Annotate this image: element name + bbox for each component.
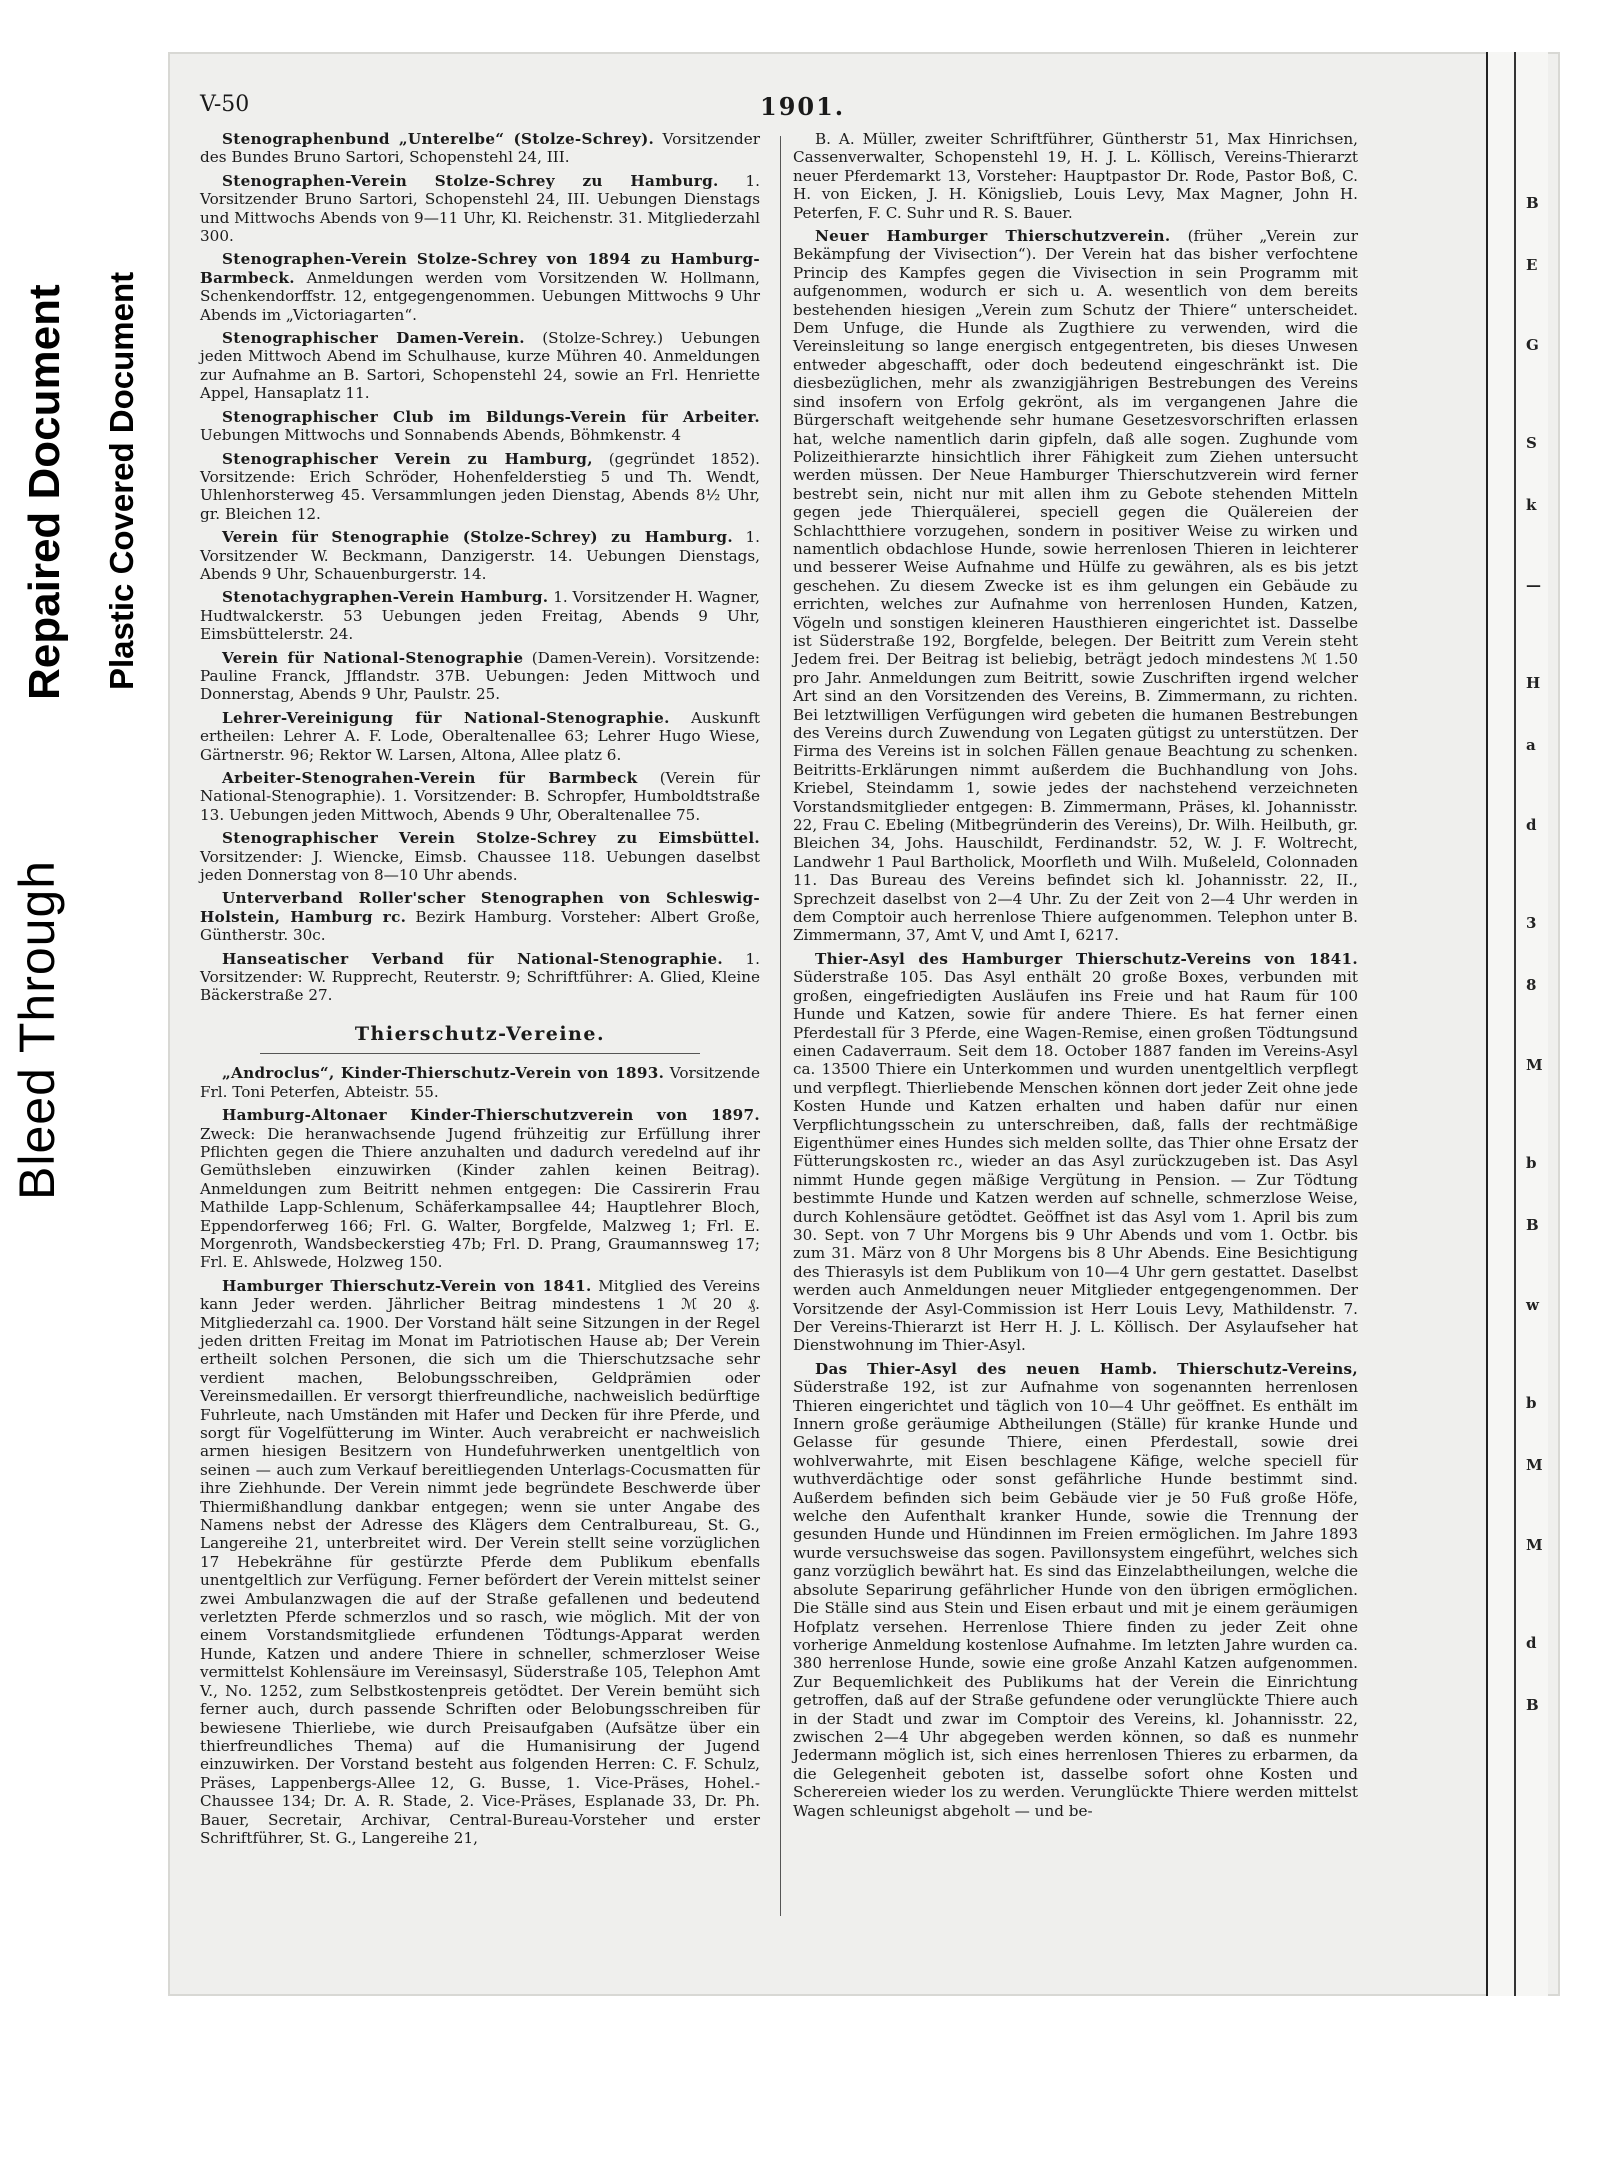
adjacent-page-edge bbox=[1486, 52, 1548, 1996]
edge-glyph: M bbox=[1526, 1536, 1543, 1554]
directory-entry bbox=[200, 769, 760, 824]
directory-entry bbox=[200, 1064, 760, 1101]
entry-text: (Stolze-Schrey.) Uebungen jeden Mittwoch Abend im Schulhause, kurze Mühren 40. Anmeldungen zur Aufnahme an B. Sartori, Schopenstehl 24, sowie an Frl. Henriette Appel, Hansaplatz 11. bbox=[200, 329, 761, 403]
directory-entry bbox=[200, 329, 760, 403]
directory-entry bbox=[200, 889, 760, 944]
column-divider bbox=[780, 136, 781, 1916]
entry-title: Stenotachygraphen-Verein Hamburg. bbox=[222, 588, 549, 607]
edge-glyph: d bbox=[1526, 1634, 1537, 1652]
entry-text: Süderstraße 192, ist zur Aufnahme von sogenannten herrenlosen Thieren eingerichtet und täglich von 10—4 Uhr geöffnet. Es enthält im Innern große geräumige Abtheilungen (Ställe) für kranke Hunde und Gelasse für gesunde Thiere, einen Pferdestall, sowie drei wohlverwahrte, mit Eisen beschlagene Käfige, welche speciell für wuthverdächtige oder sonst gefährliche Hunde bestimmt sind. Außerdem befinden sich beim Gebäude vier je 50 Fuß große Höfe, welche den Aufenthalt kranker Hunde, sowie die Trennung der gesunden Hunde und Hündinnen im Freien ermöglichen. Im Jahre 1893 wurde versuchsweise das sogen. Pavillonsystem eingeführt, welches sich ganz vorzüglich bewährt hat. Es sind das Einzelabtheilungen, welche die absolute Separirung gefährlicher Hunde von den übrigen ermöglichen. Die Ställe sind aus Stein und Eisen erbaut und mit je einem geräumigen Hofplatz versehen. Herrenlose Thiere finden zu jeder Zeit ohne vorherige Anmeldung kostenlose Aufnahme. Im letzten Jahre wurden ca. 380 herrenlose Hunde, sowie eine große Anzahl Katzen aufgenommen. Zur Bequemlichkeit des Publikums hat der Verein die Einrichtung getroffen, daß auf der Straße gefundene oder verunglückte Thiere auch in der Stadt und zwar im Comptoir des Vereins, kl. Johannisstr. 22, zwischen 2—4 Uhr abgegeben werden können, so daß es nunmehr Jedermann möglich ist, sich eines herrenlosen Thieres zu erbarmen, da die Gelegenheit geboten ist, dasselbe sofort ohne Kosten und Scherereien wieder los zu werden. Verunglückte Thiere werden mittelst Wagen schleunigst abgeholt — und be- bbox=[793, 1378, 1358, 1820]
entry-text: Vorsitzende Frl. Toni Peterfen, Abteistr. 55. bbox=[200, 1064, 761, 1101]
entry-title: Das Thier-Asyl des neuen Hamb. Thierschutz-Vereins, bbox=[815, 1359, 1358, 1378]
entry-title: Arbeiter-Stenograhen-Verein für Barmbeck bbox=[222, 769, 638, 787]
directory-entry bbox=[200, 709, 760, 764]
directory-entry bbox=[200, 829, 760, 884]
entry-text: 1. Vorsitzender W. Beckmann, Danzigerstr. 14. Uebungen Dienstags, Abends 9 Uhr, Schauenburgerstr. 14. bbox=[200, 528, 760, 583]
entry-title: Verein für Stenographie (Stolze-Schrey) zu Hamburg. bbox=[222, 528, 733, 547]
entry-text: (Damen-Verein). Vorsitzende: Pauline Franck, Jfflandstr. 37B. Uebungen: Jeden Mittwoch und Donnerstag, Abends 9 Uhr, Paulstr. 25. bbox=[200, 648, 761, 704]
entry-text: Vorsitzender: J. Wiencke, Eimsb. Chaussee 118. Uebungen daselbst jeden Donnerstag von 8—10 Uhr abends. bbox=[200, 847, 760, 885]
entry-text: Bezirk Hamburg. Vorsteher: Albert Große, Güntherstr. 30c. bbox=[200, 907, 761, 945]
directory-entry bbox=[200, 649, 760, 704]
repaired-document-stamp: Repaired Document bbox=[20, 284, 69, 700]
entry-text: Vorsitzender des Bundes Bruno Sartori, Schopenstehl 24, III. bbox=[200, 130, 761, 167]
entry-title: Stenographischer Verein Stolze-Schrey zu Eimsbüttel. bbox=[222, 829, 760, 848]
entry-title: Hanseatischer Verband für National-Stenographie. bbox=[222, 949, 723, 968]
entry-text: 1. Vorsitzender: W. Rupprecht, Reuterstr. 9; Schriftführer: A. Glied, Kleine Bäckerstraße 27. bbox=[200, 949, 761, 1005]
adjacent-page-fragments bbox=[1526, 192, 1543, 1774]
directory-entry bbox=[200, 130, 760, 167]
entry-title: Neuer Hamburger Thierschutzverein. bbox=[815, 227, 1171, 246]
entry-text: B. A. Müller, zweiter Schriftführer, Güntherstr 51, Max Hinrichsen, Cassenverwalter, Schopenstehl 19, H. J. L. Köllisch, Vereins-Thierarzt neuer Pferdemarkt 13, Vorsteher: Hauptpastor Dr. Rode, Pastor Boß, C. H. von Eicken, J. H. Königslieb, Louis Levy, Max Magner, John H. Peterfen, F. C. Suhr und R. S. Bauer. bbox=[793, 130, 1358, 222]
edge-glyph: E bbox=[1526, 256, 1538, 274]
page-number: V-50 bbox=[200, 92, 250, 117]
page-header bbox=[200, 92, 1450, 128]
edge-glyph: M bbox=[1526, 1056, 1543, 1074]
entry-text: (gegründet 1852). Vorsitzende: Erich Schröder, Hohenfelderstieg 5 und Th. Wendt, Uhlenhorsterweg 45. Versammlungen jeden Dienstag, Abends 8½ Uhr, gr. Bleichen 12. bbox=[200, 449, 761, 523]
entry-text: Mitglied des Vereins kann Jeder werden. Jährlicher Beitrag mindestens 1 ℳ 20 ₰. Mitgliederzahl ca. 1900. Der Vorstand hält seine Sitzungen in der Regel jeden dritten Freitag im Monat im Patriotischen Hause ab; Der Verein ertheilt solchen Personen, die sich um die Thierschutzsache sehr verdient machen, Belobungsschreiben, Geldprämien oder Vereinsmedaillen. Er versorgt thierfreundliche, nachweislich bedürftige Fuhrleute, nach Umständen mit Hafer und Decken für ihre Pferde, und sorgt für Vogelfütterung im Winter. Auch verabreicht er nachweislich armen hiesigen Besitzern von Hundefuhrwerken unentgeltlich von seinen — auch zum Verkauf bereitliegenden Unterlags-Cocusmatten für ihre Ziehhunde. Der Verein nimmt jede begründete Beschwerde über Thiermißhandlung dankbar entgegen; wenn sie unter Angabe des Namens nebst der Adresse des Klägers dem Centralbureau, St. G., Langereihe 21, unterbreitet wird. Der Verein stellt seine vorzüglichen 17 Hebekrähne für gestürzte Pferde dem Publikum ebenfalls unentgeltlich zur Verfügung. Ferner befördert der Verein mittelst seiner zwei Ambulanzwagen die auf der Straße gefallenen und bedeutend verletzten Pferde schmerzlos und so rasch, wie möglich. Mit der von einem Vorstandsmitgliede erfundenen Tödtungs-Apparat werden Hunde, Katzen und andere Thiere in schneller, schmerzloser Weise vermittelst Kohlensäure im Vereinsasyl, Süderstraße 105, Telephon Amt V., No. 1252, zum Selbstkostenpreis getödtet. Der Verein bemüht sich ferner auch, durch passende Schriften oder Belobungsschreiben für bewiesene Thierliebe, wie durch Preisaufgaben (Aufsätze über ein thierfreundliches Thema) auf die Humanisirung der Jugend einzuwirken. Der Vorstand besteht aus folgenden Herren: C. F. Schulz, Präses, Lappenbergs-Allee 12, G. Busse, 1. Vice-Präses, Hohel.-Chaussee 134; Dr. A. R. Stade, 2. Vice-Präses, Esplanade 33, Dr. Ph. Bauer, Secretair, Archivar, Central-Bureau-Vorsteher und erster Schriftführer, St. G., Langereihe 21, bbox=[200, 1276, 760, 1847]
entry-title: Lehrer-Vereinigung für National-Stenographie. bbox=[222, 708, 670, 727]
edge-glyph: d bbox=[1526, 816, 1537, 834]
edge-glyph: S bbox=[1526, 434, 1537, 452]
directory-entry bbox=[793, 1360, 1358, 1820]
entry-text: (Verein für National-Stenographie). 1. Vorsitzender: B. Schropfer, Humboldtstraße 13. Uebungen jeden Mittwoch, Abends 9 Uhr, Oberaltenallee 75. bbox=[200, 769, 761, 824]
edge-glyph: 8 bbox=[1526, 976, 1537, 994]
directory-entry bbox=[200, 1277, 760, 1848]
directory-entry bbox=[200, 408, 760, 445]
page-content bbox=[200, 92, 1450, 1932]
directory-entry bbox=[793, 950, 1358, 1355]
entry-text: Süderstraße 105. Das Asyl enthält 20 große Boxes, verbunden mit großen, eingefriedigten Ausläufen ins Freie und hat Raum für 100 Hunde und Katzen, sowie für andere Thiere. Es hat ferner einen Pferdestall für 3 Pferde, eine Wagen-Remise, einen großen Tödtungsund einen Cadaverraum. Seit dem 18. October 1887 fanden im Vereins-Asyl ca. 13500 Thiere ein Unterkommen und wurden unentgeltlich verpflegt und verpflegt. Thierliebende Menschen können dort jeder Zeit ohne jede Kosten Hunde und Katzen erhalten und haben dafür nur einen Verpflichtungsschein zu unterschreiben, daß, falls der rechtmäßige Eigenthümer eines Hundes sich melden sollte, das Thier ohne Ersatz der Fütterungskosten rc., wieder an das Asyl zurückzugeben ist. Das Asyl nimmt Hunde gegen mäßige Vergütung in Pension. — Zur Tödtung bestimmte Hunde und Katzen werden auf schnelle, schmerzlose Weise, durch Kohlensäure getödtet. Geöffnet ist das Asyl vom 1. April bis zum 30. Sept. von 7 Uhr Morgens bis 9 Uhr Abends und vom 1. Octbr. bis zum 31. März von 8 Uhr Morgens bis 8 Uhr Abends. Eine Besichtigung des Thierasyls ist dem Publikum von 10—4 Uhr gern gestattet. Daselbst werden auch Anmeldungen neuer Mitglieder entgegengenommen. Der Vorsitzende der Asyl-Commission ist Herr Louis Levy, Mathildenstr. 7. Der Vereins-Thierarzt ist Herr H. J. L. Köllisch. Der Asylaufseher hat Dienstwohnung im Thier-Asyl. bbox=[793, 968, 1358, 1355]
directory-entry bbox=[200, 950, 760, 1005]
edge-glyph: — bbox=[1526, 576, 1541, 594]
entry-title: Stenographenbund „Unterelbe“ (Stolze-Schrey). bbox=[222, 130, 655, 148]
entry-text: Anmeldungen werden vom Vorsitzenden W. Hollmann, Schenkendorffstr. 12, entgegengenommen. Uebungen Mittwochs 9 Uhr Abends im „Victoriagarten“. bbox=[200, 268, 761, 324]
directory-entry bbox=[793, 130, 1358, 222]
entry-title: Stenographischer Damen-Verein. bbox=[222, 329, 525, 348]
adjacent-page-rule bbox=[1514, 52, 1516, 1996]
edge-glyph: B bbox=[1526, 1216, 1539, 1234]
entry-title: Stenographen-Verein Stolze-Schrey zu Hamburg. bbox=[222, 171, 719, 190]
entry-text: Auskunft ertheilen: Lehrer A. F. Lode, Oberaltenallee 63; Lehrer Hugo Wiese, Gärtnerstr. 96; Rektor W. Larsen, Altona, Allee platz 6. bbox=[200, 708, 760, 764]
section-heading: Thierschutz-Vereine. bbox=[354, 1022, 606, 1045]
entry-title: „Androclus“, Kinder-Thierschutz-Verein von 1893. bbox=[222, 1064, 665, 1083]
edge-glyph: B bbox=[1526, 194, 1539, 212]
bleed-through-stamp: Bleed Through bbox=[9, 859, 65, 1200]
edge-glyph: H bbox=[1526, 674, 1541, 692]
edge-glyph: k bbox=[1526, 496, 1537, 514]
edge-glyph: B bbox=[1526, 1696, 1539, 1714]
entry-text: Uebungen Mittwochs und Sonnabends Abends, Böhmkenstr. 4 bbox=[200, 426, 682, 445]
entry-title: Stenographischer Club im Bildungs-Verein für Arbeiter. bbox=[222, 407, 760, 426]
edge-glyph: G bbox=[1526, 336, 1539, 354]
entry-text: 1. Vorsitzender Bruno Sartori, Schopenstehl 24, III. Uebungen Dienstags und Mittwochs Abends von 9—11 Uhr, Kl. Reichenstr. 31. Mitgliederzahl 300. bbox=[200, 171, 761, 246]
right-column bbox=[793, 130, 1358, 1825]
edge-glyph: b bbox=[1526, 1154, 1537, 1172]
section-rule bbox=[260, 1053, 700, 1054]
entry-text: (früher „Verein zur Bekämpfung der Vivisection“). Der Verein hat das bisher verfochtene Princip des Kampfes gegen die Vivisection in sein Programm mit aufgenommen, wodurch er sich u. A. wesentlich von dem bereits bestehenden hiesigen „Verein zum Schutz der Thiere“ unterscheidet. Dem Unfuge, die Hunde als Zugthiere zu verwenden, wird die Vereinsleitung so lange energisch entgegentreten, bis dieses Unwesen entweder abgeschafft, oder doch bedeutend eingeschränkt ist. Die diesbezüglichen, mehr als zwanzigjährigen Bestrebungen des Vereins sind insofern von Erfolg gekrönt, als im vergangenen Jahre die Bürgerschaft weitgehende sehr humane Gesetzesvorschriften erlassen hat, welche namentlich darin gipfeln, daß alle sogen. Zughunde vom Polizeithierarzte hinsichtlich ihrer Fähigkeit zum Ziehen untersucht werden müssen. Der Neue Hamburger Thierschutzverein wird ferner bestrebt sein, nicht nur mit allen ihm zu Gebote stehenden Mitteln gegen jede Thierquälerei, speciell gegen die Quälereien der Schlachtthiere vorzugehen, sondern in positiver Weise zu wirken und namentlich obdachlose Hunde, sowie herrenlosen Thieren in leichterer und besserer Weise Aufnahme und Hülfe zu gewähren, als es bis jetzt geschehen. Zu diesem Zwecke ist es ihm gelungen ein Gebäude zu errichten, welches zur Aufnahme von herrenlosen Hunden, Katzen, Vögeln und sonstigen kleineren Hausthieren eingerichtet ist. Dasselbe ist Süderstraße 192, Borgfelde, belegen. Der Beitritt zum Verein steht Jedem frei. Der Beitrag ist beliebig, beträgt jedoch mindestens ℳ 1.50 pro Jahr. Anmeldungen zum Beitritt, sowie Zuschriften irgend welcher Art sind an den Vorsitzenden des Vereins, B. Zimmermann, zu richten. Bei letztwilligen Verfügungen wird gebeten die humanen Bestrebungen des Vereins durch Zuwendung von Legaten gütigst zu unterstützen. Der Firma des Vereins ist in solchen Fällen genaue Beachtung zu schenken. Beitritts-Erklärungen nimmt außerdem die Buchhandlung von Johs. Kriebel, Steindamm 1, sowie jedes der nachstehend verzeichneten Vorstandsmitglieder entgegen: B. Zimmermann, Präses, kl. Johannisstr. 22, Frau C. Ebeling (Mitbegründerin des Vereins), Dr. Wilh. Heilbuth, gr. Bleichen 34, Johs. Hauschildt, Ferdinandstr. 52, W. J. F. Woltrecht, Landwehr 1 Paul Bartholick, Moorfleth und Wilh. Mußeleld, Colonnaden 11. Das Bureau des Vereins befindet sich kl. Johannisstr. 22, II., Sprechzeit daselbst von 2—4 Uhr. Zu der Zeit von 2—4 Uhr werden in dem Comptoir auch herrenlose Thiere aufgenommen. Telephon unter B. Zimmermann, 37, Amt V, und Amt I, 6217. bbox=[793, 227, 1358, 945]
directory-entry bbox=[200, 250, 760, 324]
entry-title: Hamburg-Altonaer Kinder-Thierschutzverein von 1897. bbox=[222, 1106, 760, 1125]
entry-text: Zweck: Die heranwachsende Jugend frühzeitig zur Erfüllung ihrer Pflichten gegen die Thiere anzuhalten und dadurch veredelnd auf ihr Gemüthsleben einzuwirken (Kinder zahlen keinen Beitrag). Anmeldungen zum Beitritt nehmen entgegen: Die Cassirerin Frau Mathilde Lapp-Schlenum, Schäferkampsallee 44; Hauptlehrer Bloch, Eppendorferweg 166; Frl. G. Walter, Borgfelde, Malzweg 1; Frl. E. Morgenroth, Wandsbeckerstieg 47b; Frl. D. Prang, Graumannsweg 17; Frl. E. Ahlswede, Holzweg 150. bbox=[200, 1124, 760, 1272]
entry-text: 1. Vorsitzender H. Wagner, Hudtwalckerstr. 53 Uebungen jeden Freitag, Abends 9 Uhr, Eimsbüttelerstr. 24. bbox=[200, 588, 761, 644]
directory-entry bbox=[200, 172, 760, 246]
entry-title: Thier-Asyl des Hamburger Thierschutz-Vereins von 1841. bbox=[815, 949, 1358, 968]
edge-glyph: 3 bbox=[1526, 914, 1537, 932]
entry-title: Stenographen-Verein Stolze-Schrey von 1894 zu Hamburg-Barmbeck. bbox=[200, 250, 760, 287]
directory-entry bbox=[200, 588, 760, 643]
edge-glyph: b bbox=[1526, 1394, 1537, 1412]
directory-entry bbox=[200, 1106, 760, 1272]
page-year: 1901. bbox=[760, 92, 846, 121]
left-margin bbox=[0, 0, 168, 2177]
directory-entry bbox=[793, 227, 1358, 945]
directory-entry bbox=[200, 450, 760, 524]
edge-glyph: M bbox=[1526, 1456, 1543, 1474]
scanned-page bbox=[168, 52, 1560, 1996]
entry-title: Unterverband Roller'scher Stenographen von Schleswig-Holstein, Hamburg rc. bbox=[200, 889, 760, 926]
entry-title: Verein für National-Stenographie bbox=[222, 648, 524, 667]
directory-entry bbox=[200, 528, 760, 583]
plastic-covered-document-stamp: Plastic Covered Document bbox=[103, 271, 140, 690]
edge-glyph: w bbox=[1526, 1296, 1539, 1314]
left-column bbox=[200, 130, 760, 1852]
entry-title: Hamburger Thierschutz-Verein von 1841. bbox=[222, 1276, 592, 1295]
entry-title: Stenographischer Verein zu Hamburg, bbox=[222, 449, 593, 468]
edge-glyph: a bbox=[1526, 736, 1536, 754]
